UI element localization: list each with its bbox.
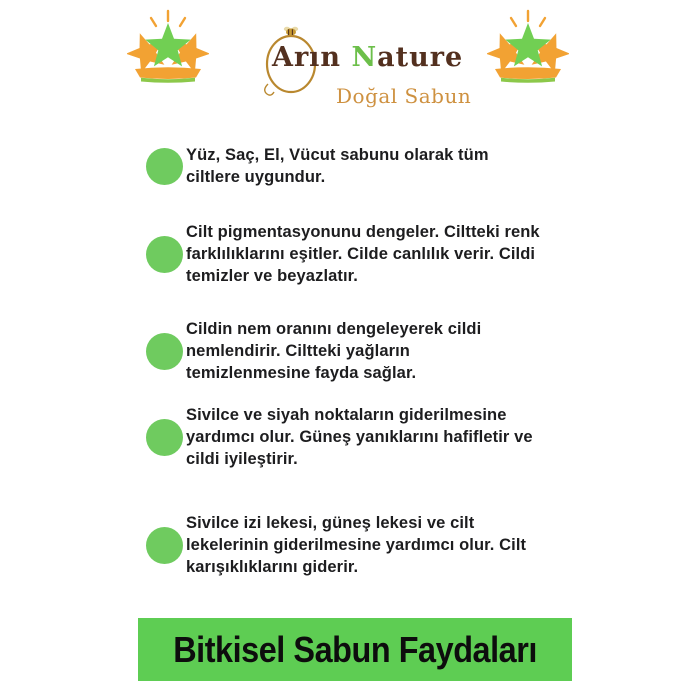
- stars-crown-icon: [487, 8, 569, 84]
- benefit-line: farklılıklarını eşitler. Cilde canlılık verir. Cildi: [186, 245, 536, 263]
- benefit-text: [186, 144, 489, 188]
- crown-base-icon: [135, 67, 201, 79]
- benefit-text: [186, 221, 540, 287]
- brand-subtitle: Doğal Sabun: [336, 84, 472, 108]
- benefit-line: yardımcı olur. Güneş yanıklarını hafifletir ve: [186, 428, 533, 446]
- brand-name-nature-rest: ature: [377, 42, 464, 73]
- benefit-line: Sivilce izi lekesi, güneş lekesi ve cilt: [186, 514, 475, 532]
- benefit-line: Sivilce ve siyah noktaların giderilmesine: [186, 406, 507, 424]
- benefit-text: [186, 404, 533, 470]
- benefits-title-banner: [138, 618, 572, 681]
- stars-crown-icon: [127, 8, 209, 84]
- benefit-line: cildi iyileştirir.: [186, 450, 298, 468]
- benefit-line: Cilt pigmentasyonunu dengeler. Ciltteki renk: [186, 223, 540, 241]
- benefit-line: temizler ve beyazlatır.: [186, 267, 358, 285]
- benefit-bullet-dot: [146, 527, 183, 564]
- benefit-text: [186, 512, 526, 578]
- flourish-icon: [265, 84, 274, 95]
- benefit-line: temizlenmesine fayda sağlar.: [186, 364, 417, 382]
- benefit-item: [146, 512, 526, 578]
- benefit-line: karışıklıklarını giderir.: [186, 558, 359, 576]
- benefit-bullet-dot: [146, 148, 183, 185]
- benefit-item: [146, 404, 533, 470]
- benefit-line: lekelerinin giderilmesine yardımcı olur. Cilt: [186, 536, 527, 554]
- benefit-line: Cildin nem oranını dengeleyerek cildi: [186, 320, 482, 338]
- benefit-text: [186, 318, 481, 384]
- banner-title: Bitkisel Sabun Faydaları: [173, 628, 537, 670]
- benefit-bullet-dot: [146, 419, 183, 456]
- brand-name: [272, 42, 463, 73]
- benefit-line: ciltlere uygundur.: [186, 168, 326, 186]
- brand-name-arin: Arın: [272, 42, 342, 73]
- benefit-item: [146, 221, 540, 287]
- brand-name-nature-initial: N: [351, 42, 378, 73]
- crown-base-icon: [495, 67, 561, 79]
- benefit-line: Yüz, Saç, El, Vücut sabunu olarak tüm: [186, 146, 489, 164]
- benefit-bullet-dot: [146, 236, 183, 273]
- benefit-line: nemlendirir. Ciltteki yağların: [186, 342, 410, 360]
- benefit-bullet-dot: [146, 333, 183, 370]
- bee-icon: [284, 27, 298, 36]
- benefit-item: [146, 144, 489, 188]
- benefit-item: [146, 318, 481, 384]
